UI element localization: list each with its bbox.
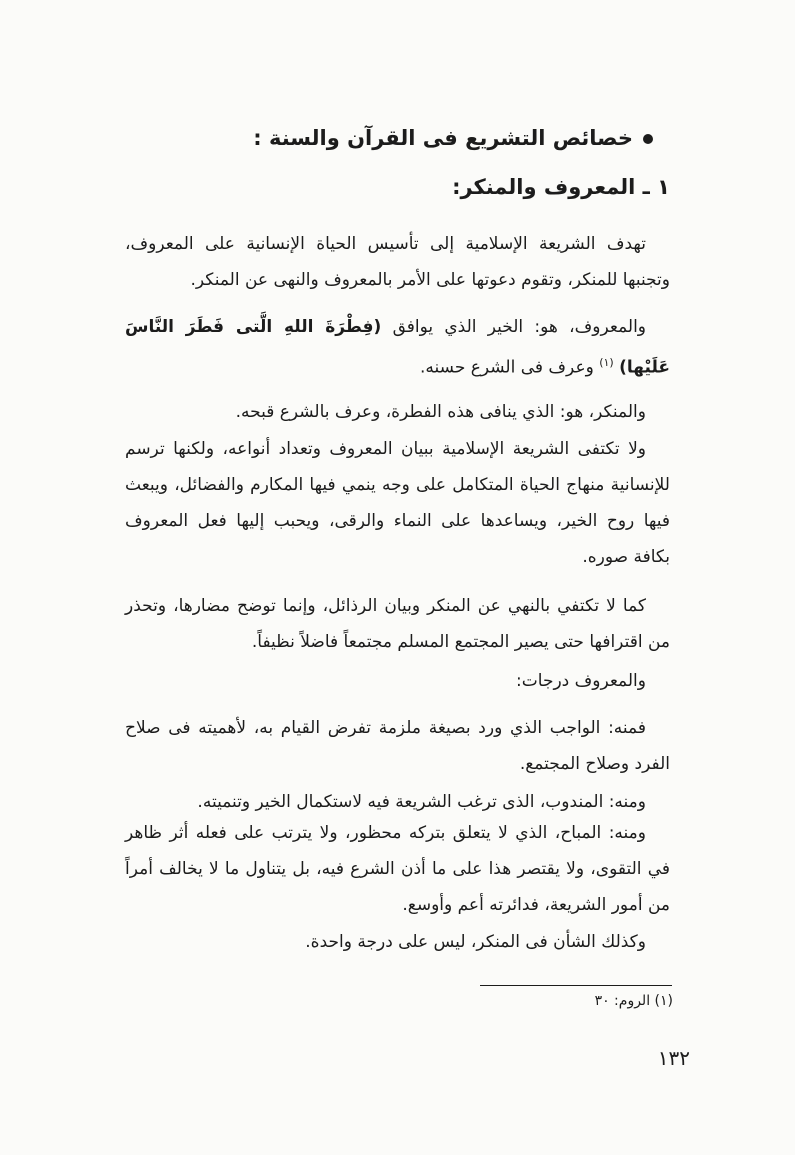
- footnote-ref: (١): [599, 356, 614, 369]
- paragraph-6: [125, 663, 670, 699]
- footnote: (١) الروم: ٣٠: [594, 993, 673, 1009]
- paragraph-9: [125, 815, 670, 923]
- paragraph-7: [125, 710, 670, 782]
- paragraph-2: [125, 309, 670, 386]
- section-title-text: خصائص التشريع فى القرآن والسنة :: [253, 126, 633, 150]
- paragraph-2-end: وعرف فى الشرع حسنه.: [420, 357, 594, 378]
- page-number: ١٣٢: [657, 1046, 690, 1070]
- paragraph-1: [125, 226, 670, 298]
- paragraph-2-start: والمعروف، هو: الخير الذي يوافق: [392, 317, 647, 337]
- paragraph-4: [125, 431, 670, 575]
- paragraph-7-text: فمنه: الواجب الذي ورد بصيغة ملزمة تفرض القيام به، لأهميته فى صلاح الفرد وصلاح المجتمع.: [125, 718, 670, 774]
- paragraph-9-text: ومنه: المباح، الذي لا يتعلق بتركه محظور، ولا يترتب على فعله أثر ظاهر في التقوى، ولا يقتصر هذا على ما أذن الشرع فيه، بل يتناول ما لا يخالف أمراً من أمور الشريعة، فدائرته أعم وأوسع.: [125, 823, 670, 915]
- paragraph-4-text: ولا تكتفى الشريعة الإسلامية ببيان المعروف وتعداد أنواعه، ولكنها ترسم للإنسانية منهاج الحياة المتكامل على وجه ينمي فيها المكارم والفضائل، ويبعث فيها روح الخير، ويساعدها على النماء والرقى، ويحبب إليها فعل المعروف بكافة صوره.: [125, 439, 670, 567]
- paragraph-10: [125, 924, 670, 960]
- section-title: [253, 126, 653, 150]
- paragraph-1-text: تهدف الشريعة الإسلامية إلى تأسيس الحياة الإنسانية على المعروف، وتجنبها للمنكر، وتقوم دعوتها على الأمر بالمعروف والنهى عن المنكر.: [125, 234, 670, 290]
- footnote-divider: [480, 985, 672, 986]
- paragraph-10-text: وكذلك الشأن فى المنكر، ليس على درجة واحدة.: [305, 932, 646, 952]
- paragraph-8-text: ومنه: المندوب، الذى ترغب الشريعة فيه لاستكمال الخير وتنميته.: [197, 792, 646, 812]
- paragraph-6-text: والمعروف درجات:: [516, 671, 646, 691]
- paragraph-5: [125, 588, 670, 660]
- paragraph-3-text: والمنكر، هو: الذي ينافى هذه الفطرة، وعرف بالشرع قبحه.: [235, 402, 646, 422]
- paragraph-5-text: كما لا تكتفي بالنهي عن المنكر وبيان الرذائل، وإنما توضح مضارها، وتحذر من اقترافها حتى يصير المجتمع المسلم مجتمعاً فاضلاً نظيفاً.: [125, 596, 670, 652]
- bullet-icon: [643, 134, 653, 144]
- quran-verse: (فِطْرَةَ اللهِ الَّتى فَطَرَ النَّاسَ عَلَيْها): [125, 317, 670, 378]
- section-subtitle: ١ ـ المعروف والمنكر:: [452, 175, 670, 199]
- paragraph-3: [125, 394, 670, 430]
